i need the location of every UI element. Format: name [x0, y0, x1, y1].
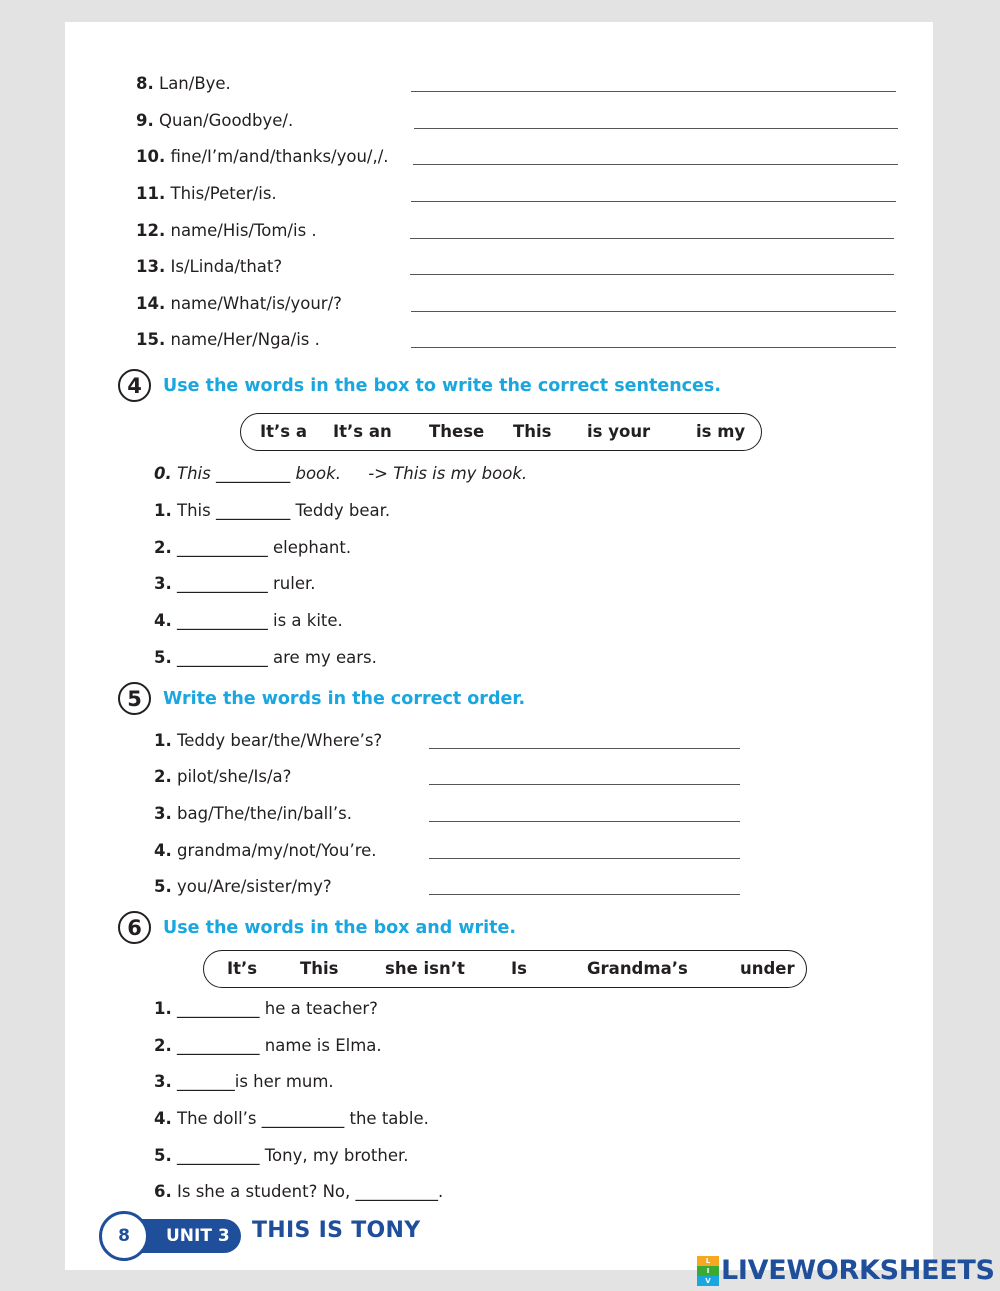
word-box: [203, 950, 807, 988]
word-box-item: This: [300, 959, 339, 978]
answer-line[interactable]: [411, 311, 896, 312]
answer-line[interactable]: [411, 91, 896, 92]
word-box: [240, 413, 762, 451]
s4-item[interactable]: 2. ___________ elephant.: [154, 538, 352, 557]
s3-item-10: 10. fine/I’m/and/thanks/you/,/.: [136, 147, 389, 166]
section-4-header: [118, 369, 721, 402]
answer-line[interactable]: [429, 748, 740, 749]
liveworksheets-logo[interactable]: [697, 1255, 995, 1286]
s4-item[interactable]: 4. ___________ is a kite.: [154, 611, 343, 630]
s4-item[interactable]: 3. ___________ ruler.: [154, 574, 316, 593]
word-box-item: is your: [587, 422, 651, 441]
s4-item[interactable]: 1. This _________ Teddy bear.: [154, 501, 391, 520]
page-number: 8: [99, 1211, 149, 1261]
s3-item-12: 12. name/His/Tom/is .: [136, 221, 317, 240]
s3-item-14: 14. name/What/is/your/?: [136, 294, 342, 313]
section-number: 4: [118, 369, 151, 402]
word-box-item: It’s an: [333, 422, 392, 441]
s5-item: 5. you/Are/sister/my?: [154, 877, 332, 896]
unit-label: UNIT 3: [128, 1219, 241, 1253]
word-box-item: These: [429, 422, 485, 441]
word-box-item: This: [513, 422, 552, 441]
s4-item[interactable]: 5. ___________ are my ears.: [154, 648, 377, 667]
answer-line[interactable]: [410, 274, 894, 275]
answer-line[interactable]: [411, 347, 896, 348]
section-5-header: [118, 682, 525, 715]
answer-line[interactable]: [413, 164, 898, 165]
word-box-item: is my: [696, 422, 746, 441]
s3-item-11: 11. This/Peter/is.: [136, 184, 277, 203]
s3-item-8: 8. Lan/Bye.: [136, 74, 231, 93]
unit-title: THIS IS TONY: [252, 1218, 421, 1243]
section-6-header: [118, 911, 516, 944]
section-number: 5: [118, 682, 151, 715]
word-box-item: she isn’t: [385, 959, 465, 978]
answer-line[interactable]: [429, 821, 740, 822]
s4-example: 0. This _________ book. -> This is my book.: [154, 464, 528, 483]
word-box-item: Is: [511, 959, 527, 978]
liveworksheets-wordmark: LIVEWORKSHEETS: [721, 1255, 995, 1286]
answer-line[interactable]: [429, 894, 740, 895]
answer-line[interactable]: [429, 784, 740, 785]
answer-line[interactable]: [410, 238, 894, 239]
s6-item[interactable]: 2. __________ name is Elma.: [154, 1036, 382, 1055]
s3-item-15: 15. name/Her/Nga/is .: [136, 330, 320, 349]
word-box-item: It’s a: [260, 422, 307, 441]
s6-item[interactable]: 4. The doll’s __________ the table.: [154, 1109, 429, 1128]
word-box-item: under: [740, 959, 795, 978]
s3-item-13: 13. Is/Linda/that?: [136, 257, 283, 276]
section-title: Use the words in the box to write the correct sentences.: [163, 375, 721, 396]
s5-item: 2. pilot/she/Is/a?: [154, 767, 292, 786]
word-box-item: Grandma’s: [587, 959, 688, 978]
s5-item: 1. Teddy bear/the/Where’s?: [154, 731, 383, 750]
liveworksheets-icon: L I V: [697, 1256, 719, 1286]
word-box-item: It’s: [227, 959, 258, 978]
section-number: 6: [118, 911, 151, 944]
section-title: Write the words in the correct order.: [163, 688, 526, 709]
answer-line[interactable]: [414, 128, 898, 129]
s6-item[interactable]: 5. __________ Tony, my brother.: [154, 1146, 409, 1165]
section-title: Use the words in the box and write.: [163, 917, 517, 938]
s6-item[interactable]: 3. _______is her mum.: [154, 1072, 334, 1091]
answer-line[interactable]: [429, 858, 740, 859]
answer-line[interactable]: [411, 201, 896, 202]
s6-item[interactable]: 6. Is she a student? No, __________.: [154, 1182, 444, 1201]
s5-item: 3. bag/The/the/in/ball’s.: [154, 804, 352, 823]
s6-item[interactable]: 1. __________ he a teacher?: [154, 999, 378, 1018]
s3-item-9: 9. Quan/Goodbye/.: [136, 111, 294, 130]
s5-item: 4. grandma/my/not/You’re.: [154, 841, 377, 860]
